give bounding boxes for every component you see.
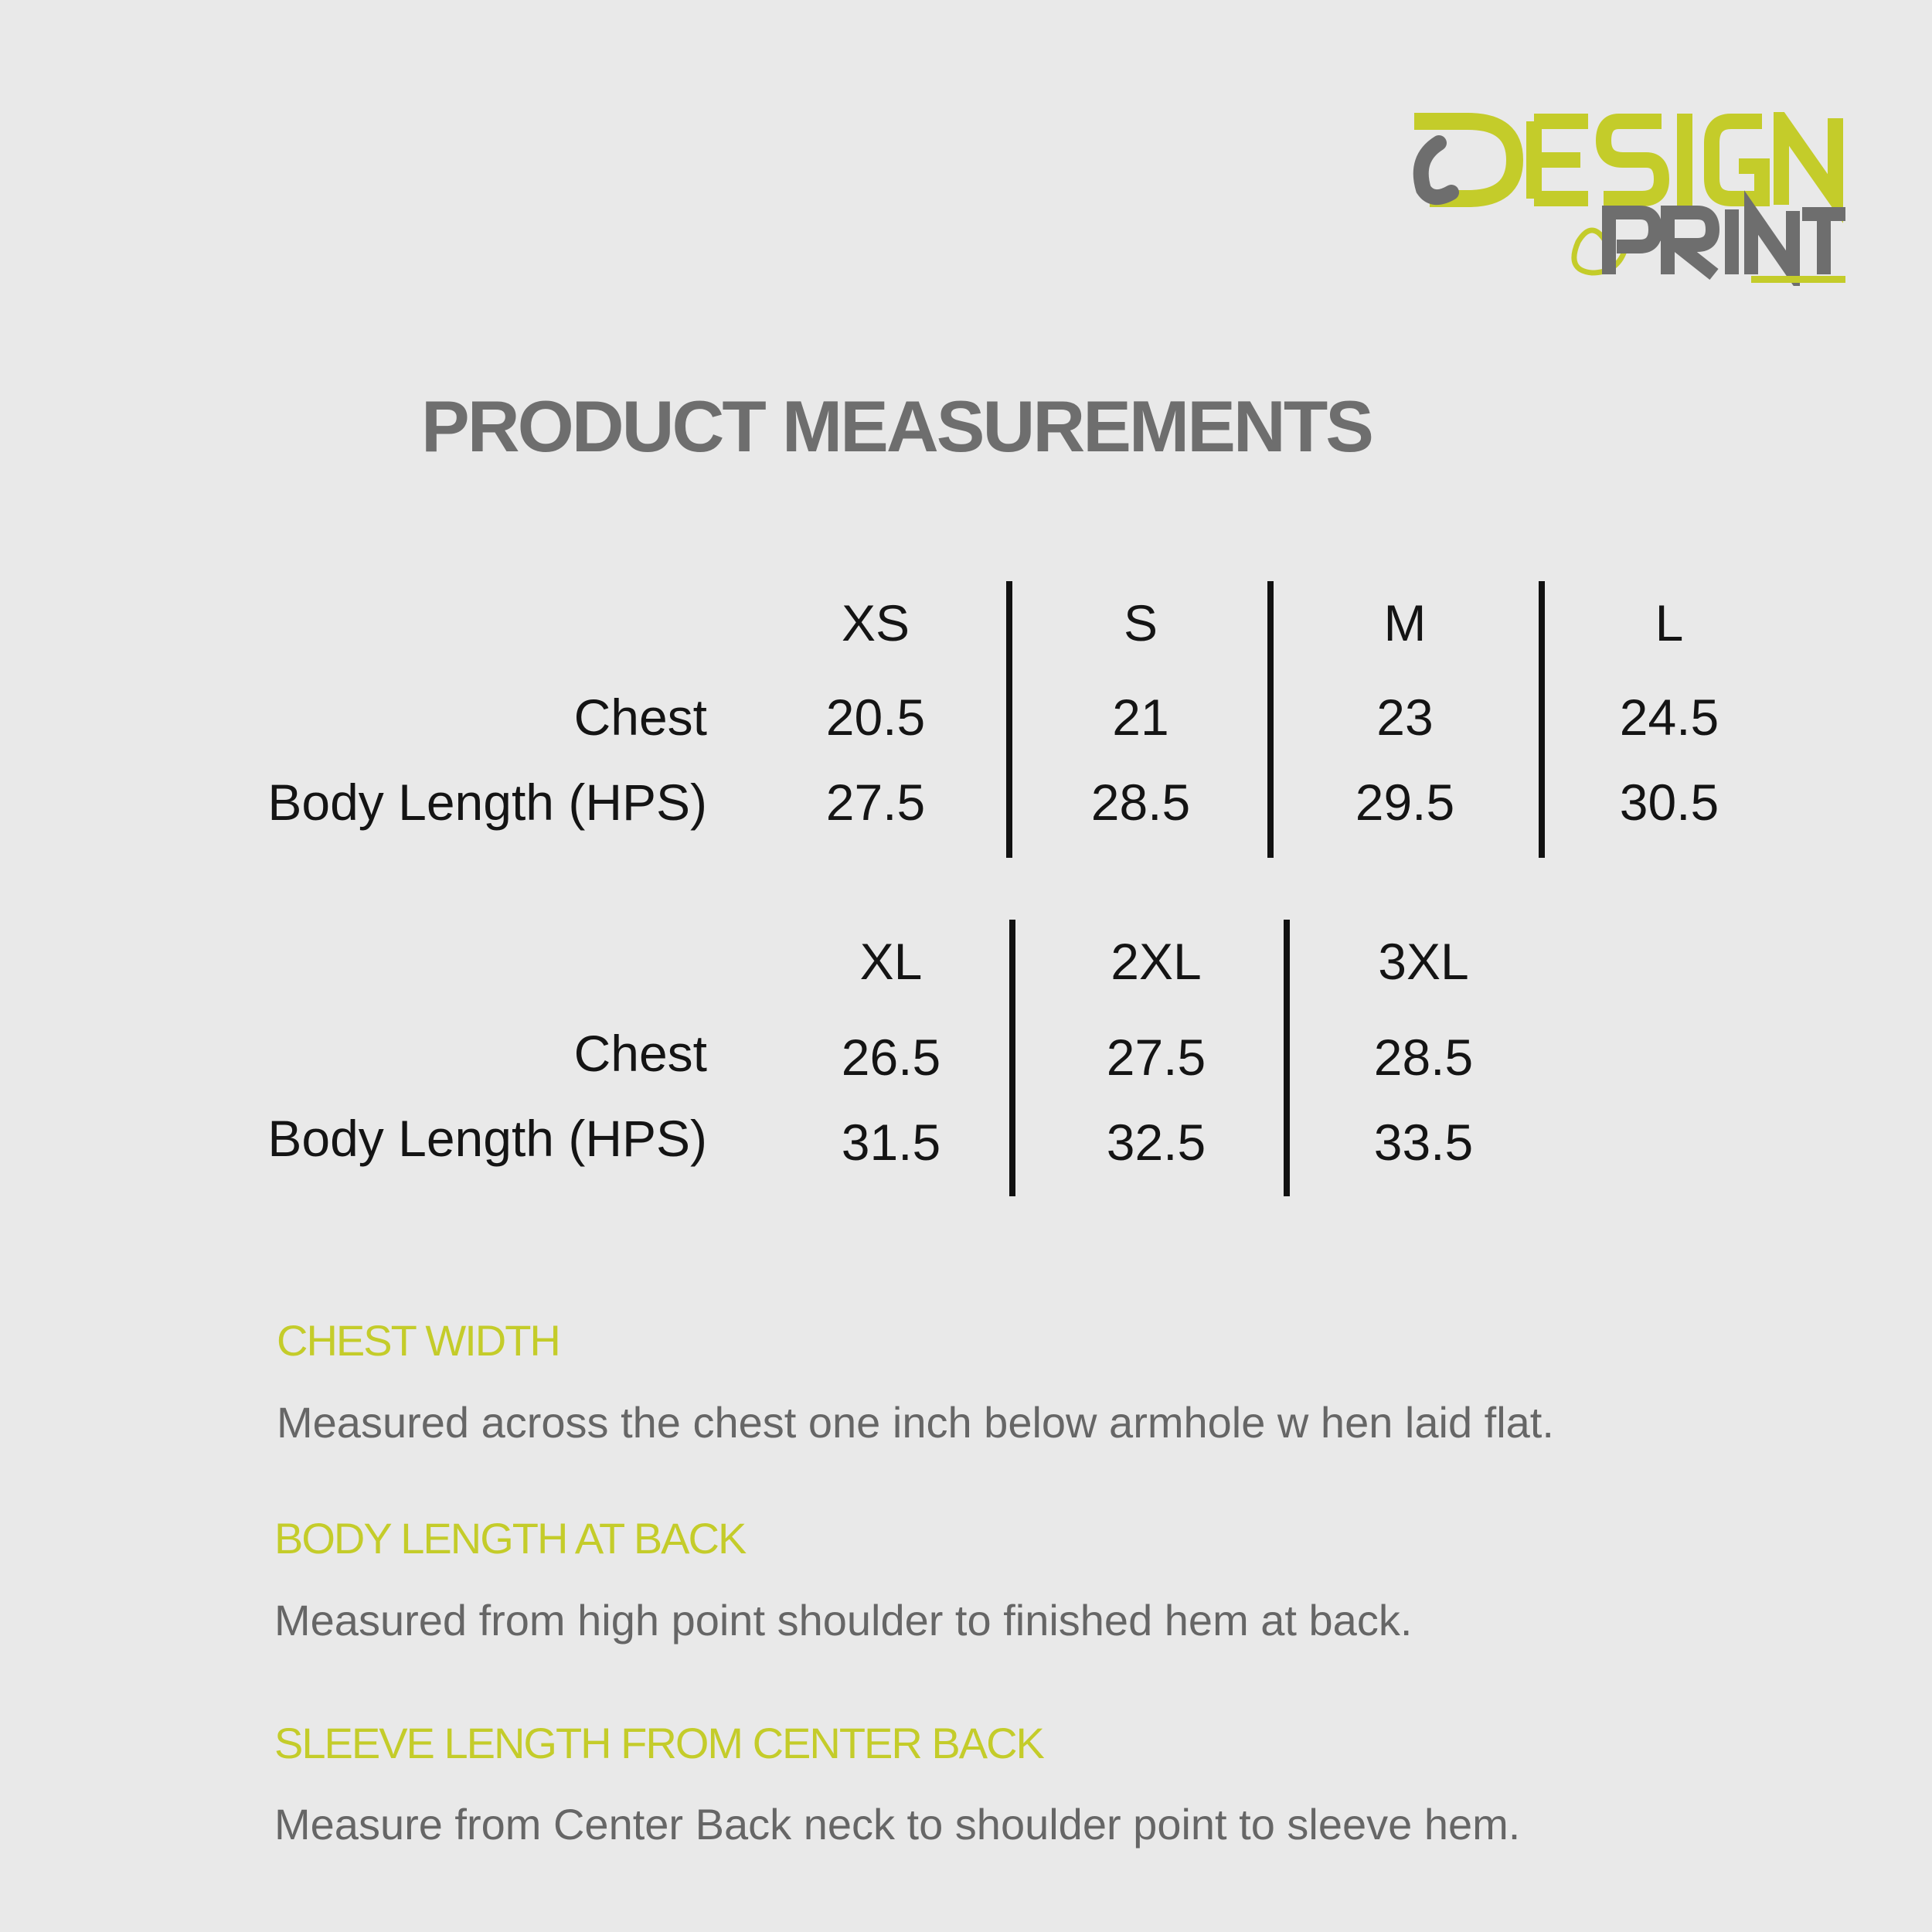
chest-value: 24.5 xyxy=(1619,689,1719,746)
length-value: 33.5 xyxy=(1373,1114,1474,1171)
size-header: 2XL xyxy=(1111,933,1202,990)
row-label-chest: Chest xyxy=(573,1025,707,1082)
length-value: 32.5 xyxy=(1106,1114,1206,1171)
column-divider xyxy=(1006,581,1012,858)
chest-value: 28.5 xyxy=(1373,1029,1474,1086)
chest-value: 23 xyxy=(1376,689,1434,746)
section-heading-chest-width: CHEST WIDTH xyxy=(277,1316,560,1365)
size-header: XS xyxy=(841,594,910,651)
brand-logo xyxy=(1406,112,1847,286)
chest-value: 20.5 xyxy=(825,689,926,746)
column-divider xyxy=(1009,920,1015,1196)
size-header: S xyxy=(1123,594,1158,651)
row-label-body-length: Body Length (HPS) xyxy=(267,774,707,831)
size-header: M xyxy=(1383,594,1427,651)
chest-value: 27.5 xyxy=(1106,1029,1206,1086)
row-label-chest: Chest xyxy=(573,689,707,746)
section-text-body-length: Measured from high point shoulder to finished hem at back. xyxy=(274,1596,1413,1645)
chest-value: 21 xyxy=(1112,689,1169,746)
size-header: L xyxy=(1655,594,1684,651)
length-value: 29.5 xyxy=(1355,774,1455,831)
page-title: PRODUCT MEASUREMENTS xyxy=(421,386,1372,467)
section-heading-body-length: BODY LENGTH AT BACK xyxy=(274,1514,746,1563)
row-label-body-length: Body Length (HPS) xyxy=(267,1110,707,1167)
column-divider xyxy=(1284,920,1290,1196)
size-header: 3XL xyxy=(1378,933,1469,990)
length-value: 27.5 xyxy=(825,774,926,831)
chest-value: 26.5 xyxy=(841,1029,941,1086)
length-value: 28.5 xyxy=(1090,774,1191,831)
section-text-sleeve-length: Measure from Center Back neck to shoulder point to sleeve hem. xyxy=(274,1800,1521,1849)
length-value: 31.5 xyxy=(841,1114,941,1171)
column-divider xyxy=(1539,581,1545,858)
section-text-chest-width: Measured across the chest one inch below armhole w hen laid flat. xyxy=(277,1398,1554,1447)
length-value: 30.5 xyxy=(1619,774,1719,831)
section-heading-sleeve-length: SLEEVE LENGTH FROM CENTER BACK xyxy=(274,1719,1043,1767)
logo-graphic xyxy=(1406,112,1847,286)
column-divider xyxy=(1267,581,1274,858)
size-header: XL xyxy=(859,933,923,990)
